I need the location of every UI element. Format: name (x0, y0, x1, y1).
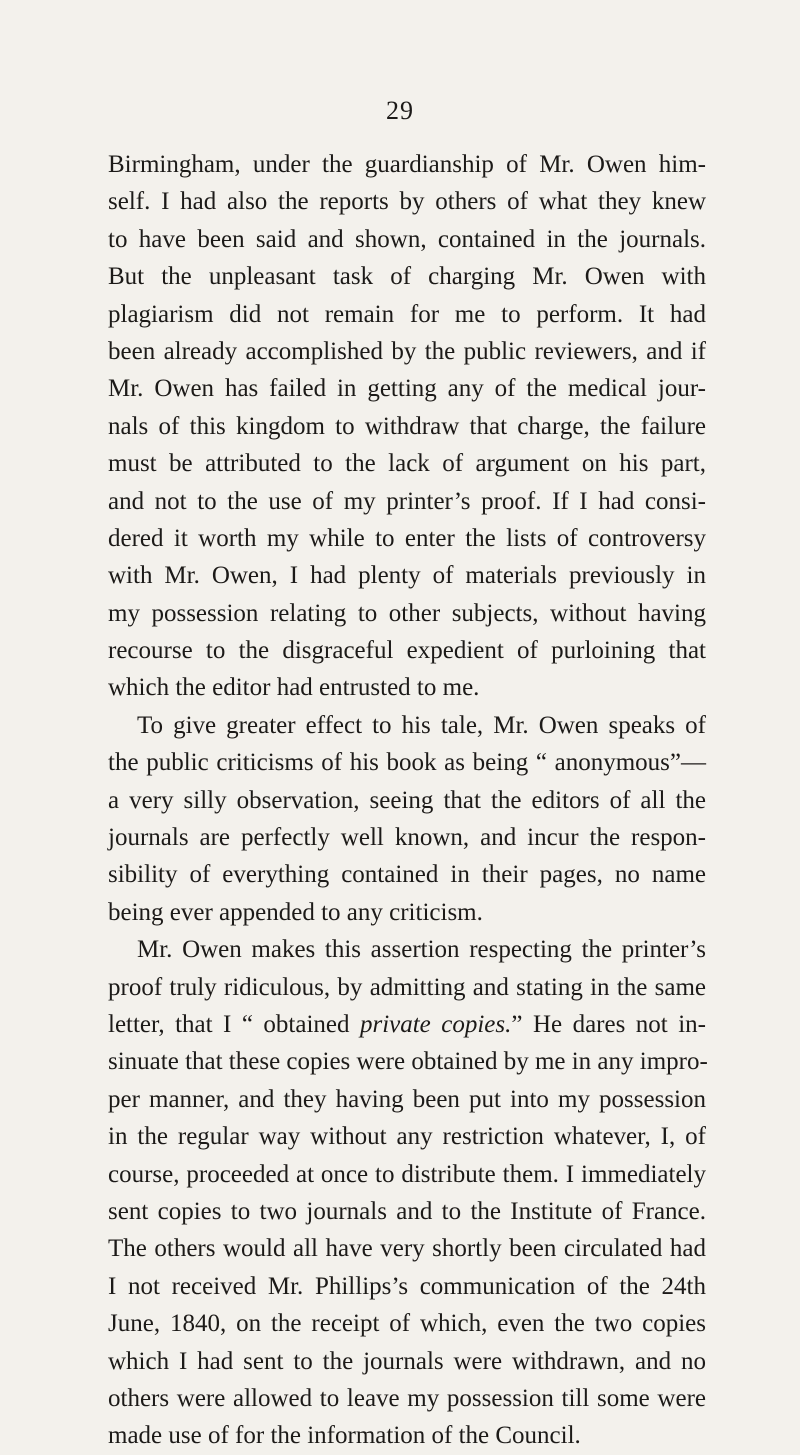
text-line: must be attributed to the lack of argument on his part, (108, 450, 706, 478)
text-line: sinuate that these copies were obtained by me in any impro- (108, 1048, 708, 1076)
text-line: made use of for the information of the Council. (108, 1422, 581, 1450)
text-line: recourse to the disgraceful expedient of purloining that (108, 637, 706, 665)
text-line: with Mr. Owen, I had plenty of materials previously in (108, 562, 706, 590)
body-text (108, 146, 706, 1455)
text-line: and not to the use of my printer’s proof. If I had consi- (108, 487, 706, 515)
text-line: being ever appended to any criticism. (108, 898, 483, 926)
italic-phrase: private copies. (359, 1010, 512, 1038)
text-line: Mr. Owen has failed in getting any of the medical jour- (108, 375, 706, 403)
text-line: been already accomplished by the public reviewers, and if (108, 337, 706, 365)
text-line: sent copies to two journals and to the Institute of France. (108, 1197, 706, 1225)
paragraph-first-line: Mr. Owen makes this assertion respecting the printer’s (137, 936, 706, 964)
text-line: others were allowed to leave my possession till some were (108, 1384, 706, 1412)
text-line: journals are perfectly well known, and incur the respon- (108, 824, 706, 852)
text-line: self. I had also the reports by others of what they knew (108, 188, 706, 216)
text-line: per manner, and they having been put into my possession (108, 1085, 706, 1113)
text-line: June, 1840, on the receipt of which, even the two copies (108, 1310, 706, 1338)
text-line: plagiarism did not remain for me to perform. It had (108, 300, 706, 328)
text-line: to have been said and shown, contained in the journals. (108, 225, 706, 253)
text-line: the public criticisms of his book as being “ anonymous”— (108, 749, 706, 777)
text-line: I not received Mr. Phillips’s communication of the 24th (108, 1272, 706, 1300)
paragraph-first-line: To give greater effect to his tale, Mr. Owen speaks of (137, 711, 706, 739)
text-line: my possession relating to other subjects, without having (108, 599, 706, 627)
text-line: The others would all have very shortly been circulated had (108, 1235, 706, 1263)
text-line: in the regular way without any restriction whatever, I, of (108, 1123, 706, 1151)
text-line-with-italic (108, 1006, 706, 1043)
text-line: proof truly ridiculous, by admitting and stating in the same (108, 973, 706, 1001)
text-line: which I had sent to the journals were withdrawn, and no (108, 1347, 706, 1375)
text-line: course, proceeded at once to distribute them. I immediately (108, 1160, 706, 1188)
text-segment: ” He dares not in- (511, 1010, 706, 1038)
text-line: which the editor had entrusted to me. (108, 674, 480, 702)
text-line: dered it worth my while to enter the lists of controversy (108, 524, 706, 552)
text-line: sibility of everything contained in their pages, no name (108, 861, 706, 889)
page-number: 29 (386, 96, 414, 125)
text-line: Birmingham, under the guardianship of Mr. Owen him- (108, 151, 706, 178)
text-line: nals of this kingdom to withdraw that charge, the failure (108, 412, 706, 440)
text-line: a very silly observation, seeing that the editors of all the (108, 786, 706, 814)
text-line: But the unpleasant task of charging Mr. Owen with (108, 263, 706, 291)
text-segment: letter, that I “ obtained (108, 1010, 360, 1038)
